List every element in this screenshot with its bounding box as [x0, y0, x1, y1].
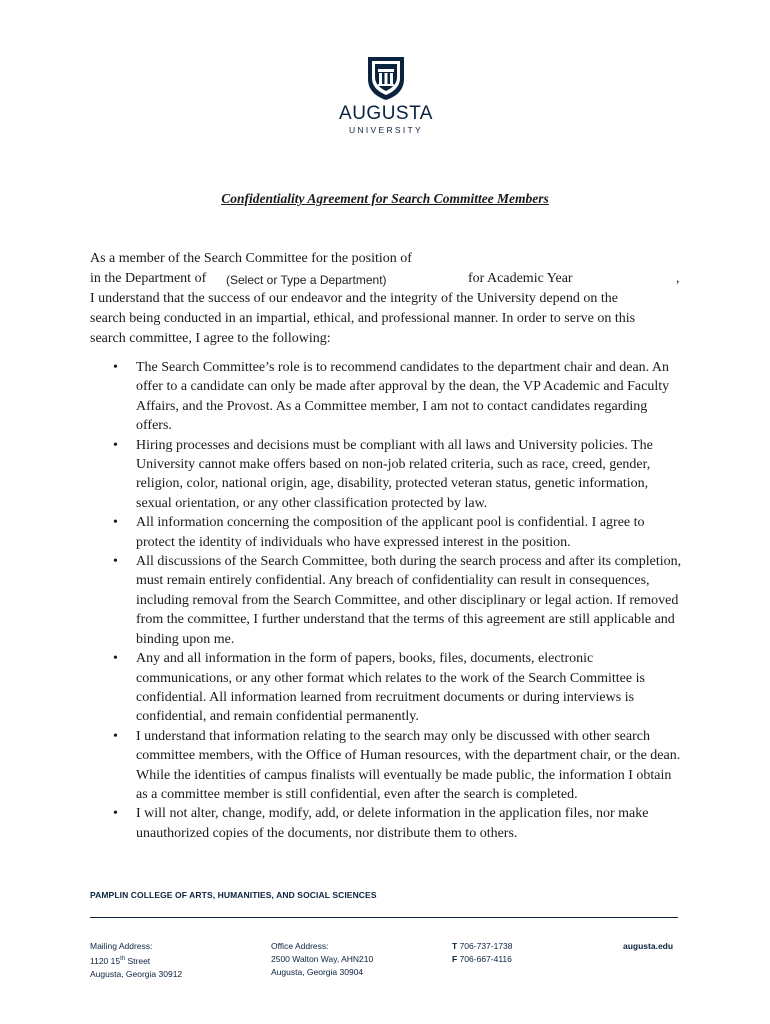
- telephone: T 706-737-1738: [452, 941, 513, 951]
- intro-line-5: search committee, I agree to the following:: [90, 331, 331, 346]
- department-select-field[interactable]: (Select or Type a Department): [226, 273, 387, 287]
- academic-year-comma: ,: [676, 271, 680, 286]
- list-item: [113, 649, 683, 727]
- list-item-text: All discussions of the Search Committee, both during the search process and after its completion, must remain entirely confidential. Any breach of confidentiality can result in consequences, including removal from the Search Committee, and other disciplinary or legal action. If removed from the committee, I further understand that the terms of this agreement are still applicable and binding upon me.: [136, 554, 682, 647]
- bullet-icon: •: [113, 651, 118, 667]
- academic-year-label: for Academic Year: [468, 271, 573, 286]
- office-address-line-2: Augusta, Georgia 30904: [271, 967, 364, 977]
- list-item: [113, 358, 683, 436]
- bullet-icon: •: [113, 806, 118, 822]
- augusta-university-logo: [334, 55, 438, 135]
- augusta-shield-icon: [365, 55, 407, 101]
- logo-wordmark: AUGUSTA: [339, 103, 433, 124]
- bullet-icon: •: [113, 728, 118, 744]
- department-label: in the Department of: [90, 271, 207, 286]
- mailing-address-line-2: Augusta, Georgia 30912: [90, 968, 183, 979]
- mailing-address-label: Mailing Address:: [90, 941, 153, 951]
- office-address: [271, 940, 373, 979]
- agreement-list: [113, 358, 683, 843]
- intro-paragraph: [90, 249, 685, 349]
- office-address-line-1: 2500 Walton Way, AHN210: [271, 954, 374, 964]
- footer-divider: [90, 917, 678, 918]
- list-item-text: I will not alter, change, modify, add, or delete information in the application files, nor make unauthorized copies of the documents, nor distribute them to others.: [136, 806, 649, 841]
- logo-subtitle: UNIVERSITY: [348, 125, 423, 135]
- intro-line-3: I understand that the success of our endeavor and the integrity of the University depend on the: [90, 291, 618, 306]
- intro-line-4: search being conducted in an impartial, ethical, and professional manner. In order to serve on this: [90, 311, 636, 326]
- fax: F 706-667-4116: [452, 954, 512, 964]
- mailing-address: [90, 940, 182, 981]
- list-item-text: Any and all information in the form of papers, books, files, documents, electronic communications, or any other format which relates to the work of the Search Committee is confidential. All information learned from recruitment documents or during interviews is confidential, and remain confidential permanently.: [136, 651, 645, 725]
- list-item: [113, 552, 683, 649]
- bullet-icon: •: [113, 515, 118, 531]
- document-title: Confidentiality Agreement for Search Committee Members: [221, 191, 549, 206]
- list-item-text: I understand that information relating to the search may only be discussed with other search committee members, with the Office of Human resources, with the department chair, or the dean. While the identities of campus finalists will eventually be made public, the information I obtain as a committee member is still confidential, even after the search is completed.: [136, 728, 681, 802]
- college-name: PAMPLIN COLLEGE OF ARTS, HUMANITIES, AND SOCIAL SCIENCES: [90, 890, 377, 900]
- list-item: [113, 727, 683, 805]
- list-item: [113, 804, 683, 843]
- list-item: [113, 513, 683, 552]
- phone-numbers: [452, 940, 513, 966]
- intro-line-1: As a member of the Search Committee for the position of: [90, 251, 412, 266]
- intro-line-2: [90, 269, 685, 289]
- bullet-icon: •: [113, 437, 118, 453]
- list-item-text: The Search Committee’s role is to recommend candidates to the department chair and dean. An offer to a candidate can only be made after approval by the dean, the VP Academic and Faculty Affairs, and the Provost. As a Committee member, I am not to contact candidates regarding offers.: [136, 360, 670, 434]
- website-link[interactable]: augusta.edu: [623, 941, 674, 951]
- list-item-text: All information concerning the composition of the applicant pool is confidential. I agree to protect the identity of individuals who have expressed interest in the position.: [136, 515, 645, 550]
- bullet-icon: •: [113, 554, 118, 570]
- bullet-icon: •: [113, 360, 118, 375]
- office-address-label: Office Address:: [271, 941, 329, 951]
- list-item: [113, 436, 683, 514]
- list-item-text: Hiring processes and decisions must be compliant with all laws and University policies. The University cannot make offers based on non-job related criteria, such as race, creed, gender, religion, color, national origin, age, disability, protected veteran status, genetic information, sexual orientation, or any other classification protected by law.: [136, 437, 653, 511]
- mailing-address-line-1: 1120 15th Street: [90, 955, 151, 966]
